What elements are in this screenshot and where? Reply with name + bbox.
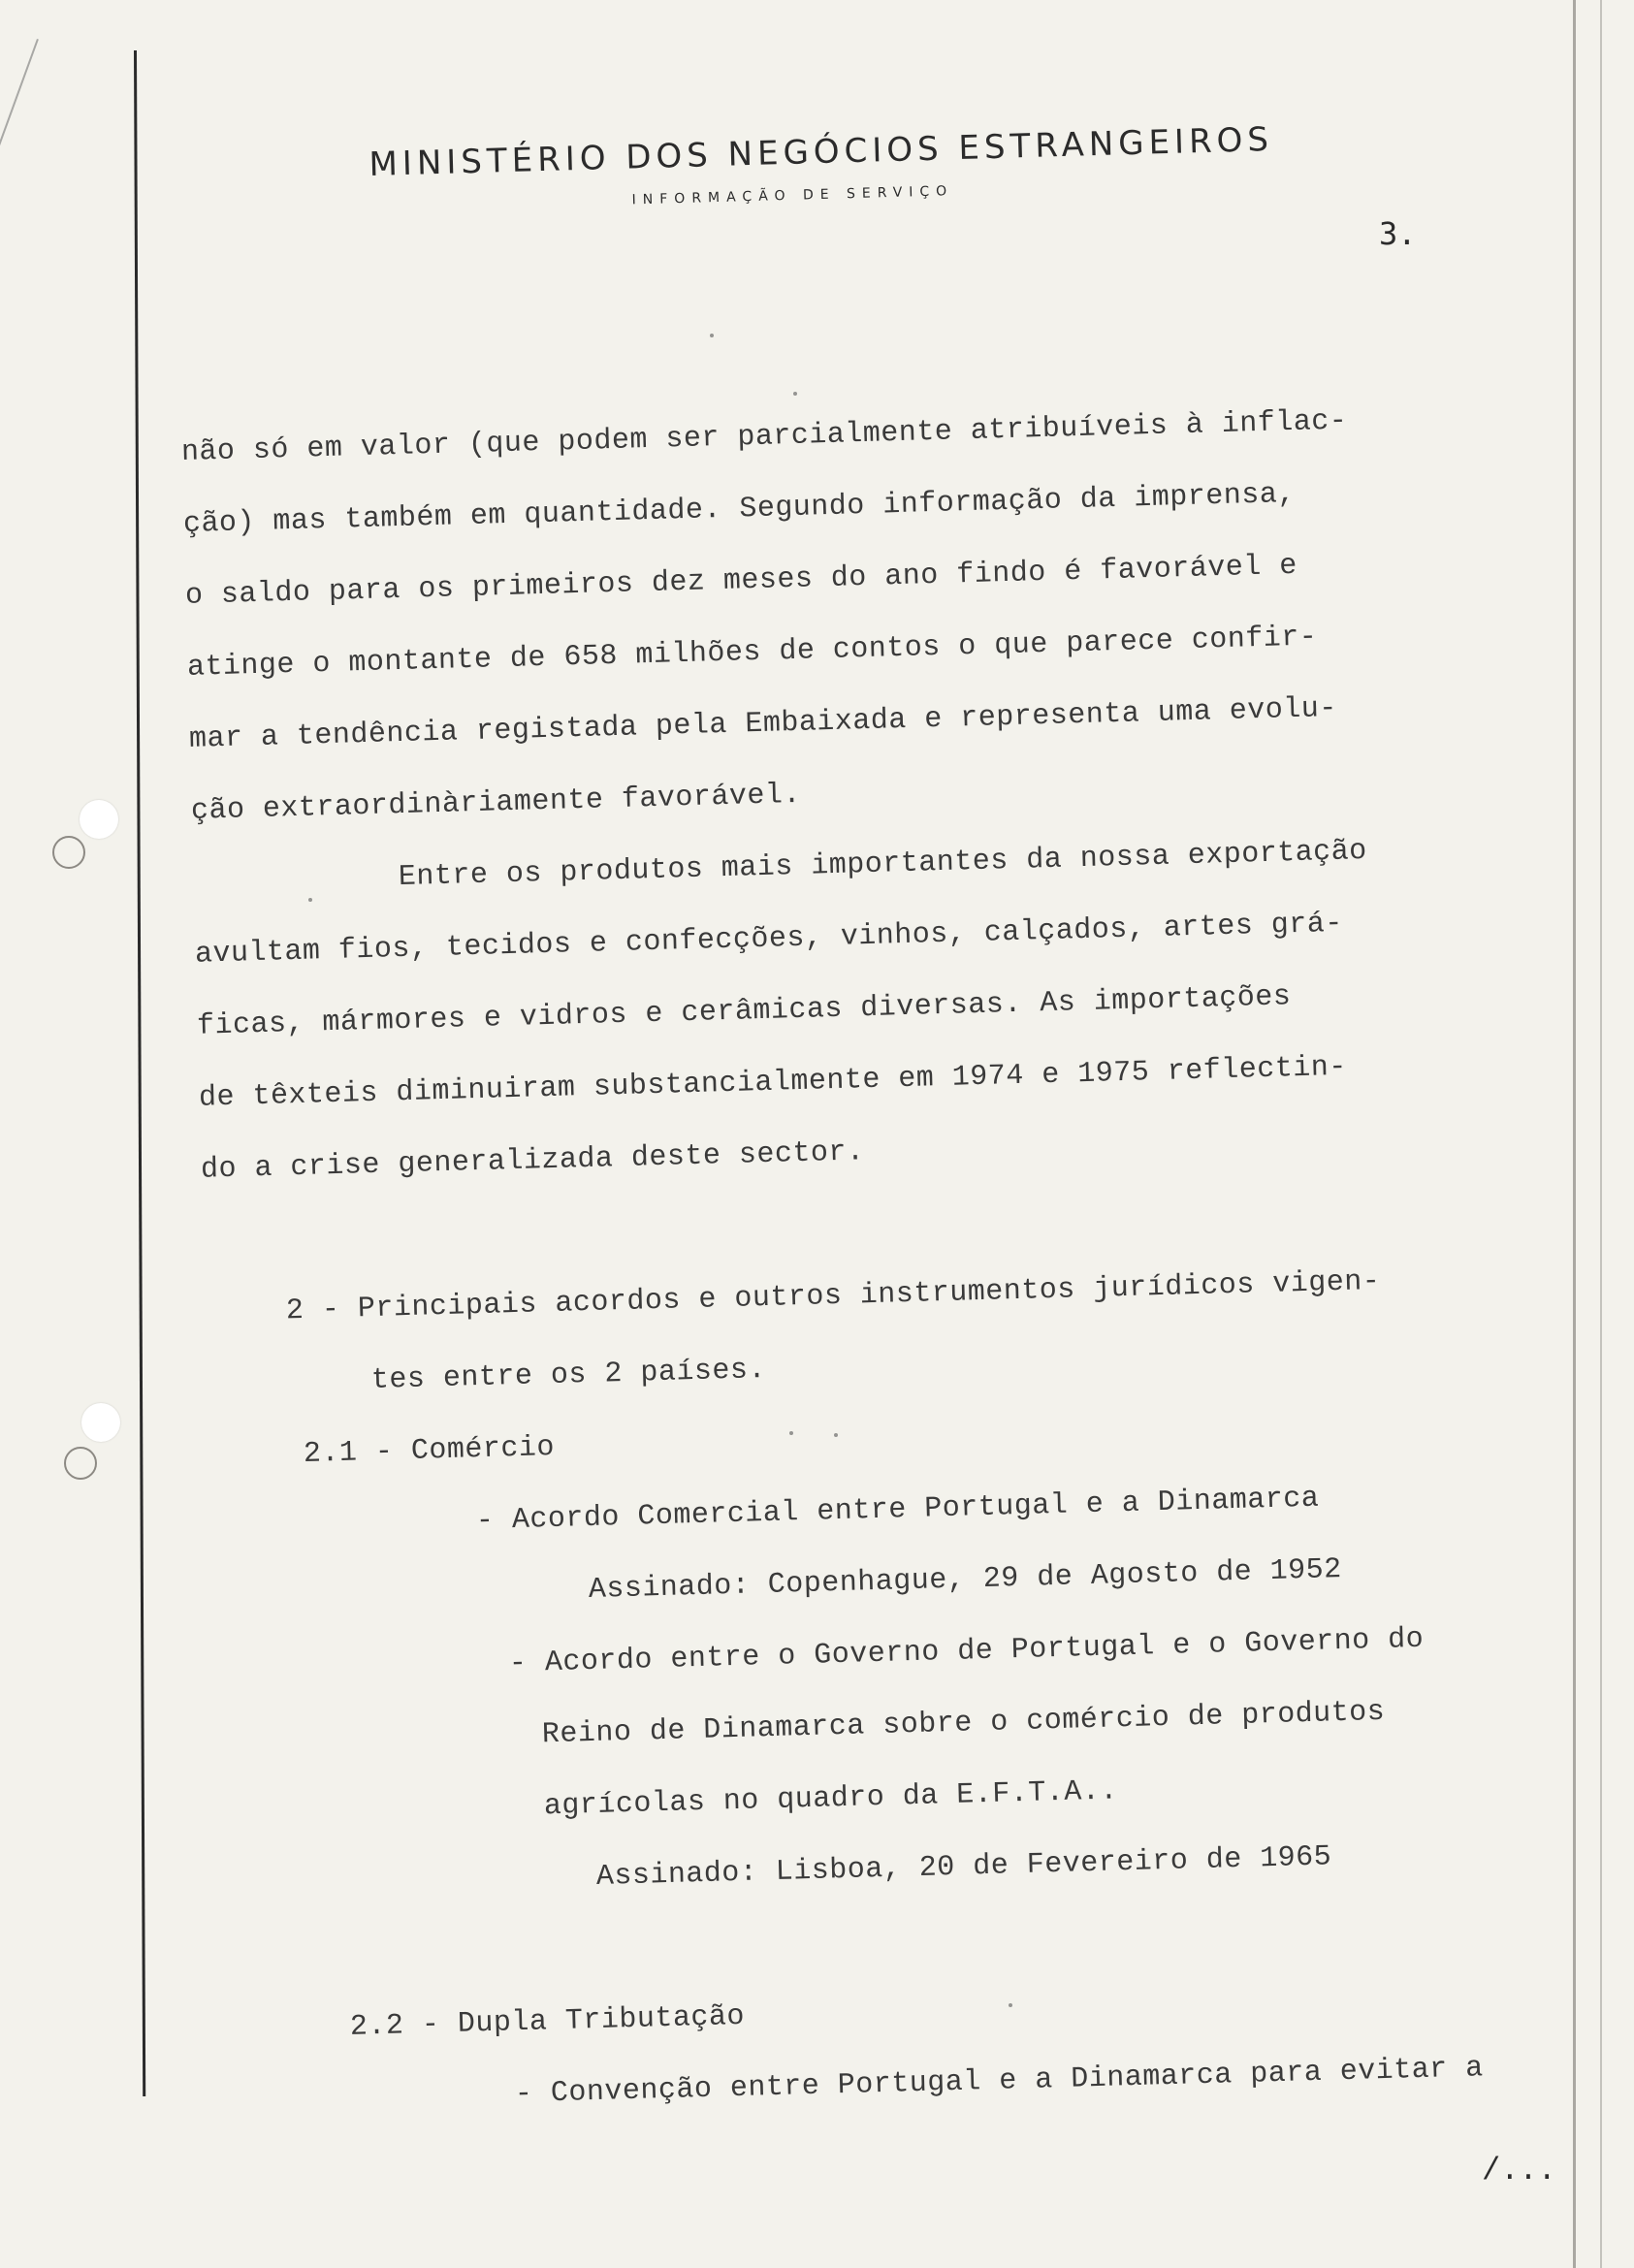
punch-hole xyxy=(80,800,118,839)
text-line: atinge o montante de 658 milhões de contos o que parece confir- xyxy=(186,621,1318,685)
text-line: Entre os produtos mais importantes da nossa exportação xyxy=(398,835,1368,895)
text-line: mar a tendência registada pela Embaixada e representa uma evolu- xyxy=(188,691,1338,756)
text-line: ção extraordinàriamente favorável. xyxy=(190,778,802,828)
ministry-title: MINISTÉRIO DOS NEGÓCIOS ESTRANGEIROS xyxy=(368,119,1274,184)
text-line: ficas, mármores e vidros e cerâmicas diversas. As importações xyxy=(196,980,1292,1043)
subsection-heading: 2.2 - Dupla Tributação xyxy=(349,1999,746,2044)
page-number: 3. xyxy=(1379,215,1417,252)
paper-speck xyxy=(793,392,797,396)
agreement-title: Reino de Dinamarca sobre o comércio de produtos xyxy=(541,1695,1386,1752)
paper-speck xyxy=(710,334,714,337)
agreement-title: - Acordo entre o Governo de Portugal e o Governo do xyxy=(508,1622,1425,1681)
continuation-mark: /... xyxy=(1482,2153,1556,2188)
fold-mark xyxy=(0,39,39,222)
punch-hole xyxy=(81,1403,120,1442)
punch-hole-ring xyxy=(64,1447,97,1480)
section-heading: 2 - Principais acordos e outros instrumentos jurídicos vigen- xyxy=(285,1264,1381,1328)
text-line: do a crise generalizada deste sector. xyxy=(200,1135,865,1187)
agreement-title: agrícolas no quadro da E.F.T.A.. xyxy=(543,1774,1119,1824)
agreement-signed: Assinado: Lisboa, 20 de Fevereiro de 1965 xyxy=(595,1840,1332,1894)
text-line: avultam fios, tecidos e confecções, vinhos, calçados, artes grá- xyxy=(194,907,1344,972)
text-line: ção) mas também em quantidade. Segundo informação da imprensa, xyxy=(182,477,1297,541)
text-line: de têxteis diminuiram substancialmente em 1974 e 1975 reflectin- xyxy=(198,1050,1348,1115)
subsection-heading: 2.1 - Comércio xyxy=(303,1430,556,1471)
punch-hole-ring xyxy=(52,836,85,869)
binding-margin-line xyxy=(134,50,145,2096)
agreement-title: - Acordo Comercial entre Portugal e a Dinamarca xyxy=(475,1482,1320,1539)
text-line: não só em valor (que podem ser parcialmente atribuíveis à inflac- xyxy=(180,404,1348,469)
document-body xyxy=(180,379,1623,2138)
document-type-subtitle: INFORMAÇÃO DE SERVIÇO xyxy=(631,183,954,208)
agreement-title: - Convenção entre Portugal e a Dinamarca para evitar a xyxy=(514,2052,1485,2112)
text-line: o saldo para os primeiros dez meses do ano findo é favorável e xyxy=(184,549,1298,613)
agreement-signed: Assinado: Copenhague, 29 de Agosto de 1952 xyxy=(588,1553,1343,1608)
section-heading: tes entre os 2 países. xyxy=(370,1354,767,1398)
letterhead xyxy=(368,119,1301,215)
